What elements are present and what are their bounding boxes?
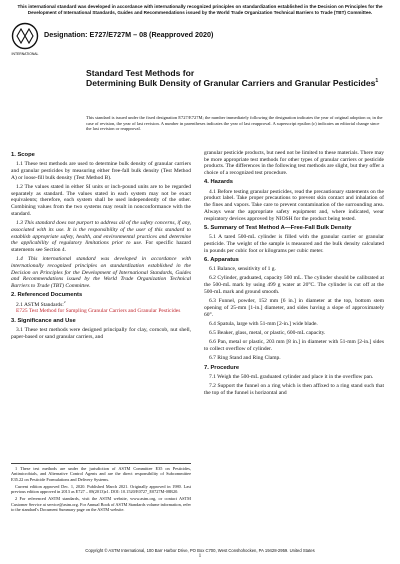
logo-caption: INTERNATIONAL bbox=[11, 52, 39, 56]
title-line-2: Determining Bulk Density of Granular Carriers and Granular Pesticides bbox=[86, 78, 376, 89]
section-heading-summary: 5. Summary of Test Method A—Free-Fall Bulk Density bbox=[204, 224, 352, 231]
para-1-3 bbox=[11, 220, 191, 254]
copyright-footer: Copyright © ASTM International, 100 Barr Harbor Drive, PO Box C700, West Conshohocken, PA 19428-2959. United States bbox=[85, 548, 315, 553]
para-1-4: 1.4 This international standard was developed in accordance with internationally recognized principles on standardization established in the Decision on Principles for the Development of International Standards, Guides and Recommendations issued by the World Trade Organization Technical Barriers to Trade (TBT) Committee. bbox=[11, 256, 191, 290]
wto-notice: This international standard was developed in accordance with internationally recognized principles on standardization established in the Decision on Principles for the Development of International Standards, Guides and Recommendations issued by the World Trade Organization Technical Barriers to Trade (TBT) Committee. bbox=[17, 4, 383, 15]
designation: Designation: E727/E727M – 08 (Reapproved 2020) bbox=[44, 30, 214, 39]
section-heading-referenced-documents: 2. Referenced Documents bbox=[11, 292, 83, 299]
para-1-2: 1.2 The values stated in either SI units or inch-pound units are to be regarded separately as standard. The values stated in each system may not be exact equivalents; therefore, each system shall be used independently of the other. Combining values from the two systems may result in nonconformance with the standard. bbox=[11, 184, 191, 217]
right-column bbox=[204, 150, 384, 399]
para-1-3-italic: 1.3 This standard does not purport to address all of the safety concerns, if any, associated with its use. It is the responsibility of the user of this standard to establish appropriate safety, health, and environmental practices and determine the applicability of regulatory limitations prior to use. bbox=[11, 220, 191, 247]
para-3-1: 3.1 These test methods were designed principally for clay, corncob, nut shell, paper-based or sand granular carriers, and bbox=[11, 326, 191, 340]
standard-issuance-note: This standard is issued under the fixed designation E727/E727M; the number immediately following the designation indicates the year of original adoption or, in the case of revision, the year of last revision. A number in parentheses indicates the year of last reapproval. A superscript epsilon (ε) indicates an editorial change since the last revision or reapproval. bbox=[86, 115, 383, 132]
astm-logo-icon bbox=[10, 22, 40, 58]
footnotes bbox=[11, 463, 191, 514]
footnote-mark-2: 2 bbox=[63, 299, 66, 304]
reference-title-link: Test Method for Sampling Granular Carriers and Granular Pesticides bbox=[28, 308, 181, 315]
page-number: 1 bbox=[198, 554, 202, 559]
para-6-5: 6.5 Beaker, glass, metal, or plastic, 600-mL capacity. bbox=[209, 330, 326, 337]
para-4-1: 4.1 Before testing granular pesticides, read the precautionary statements on the product label. Take proper precautions to prevent skin contact and inhalation of the fines and vapors. Take care to prevent contamination of the surrounding area. Always wear the appropriate safety equipment and, where indicated, wear respiratory devices approved by NIOSH for the product being tested. bbox=[204, 188, 384, 222]
para-6-4: 6.4 Spatula, large with 51-mm [2-in.] wide blade. bbox=[209, 320, 318, 327]
footnote-1-edition: Current edition approved Dec. 1, 2020. Published March 2021. Originally approved in 1980. Last previous edition approved in 2013 as E727 – 08(2013)ε1. DOI: 10.1520/E0727_E0727M-08R20. bbox=[11, 483, 191, 495]
para-3-1-continued: granular pesticide products, but need not be limited to these materials. There may be more appropriate test methods for other types of granular carriers or pesticide products. The differences in the following test methods are slight, but they offer a choice of a recognized test procedure. bbox=[204, 150, 384, 177]
title-line-1: Standard Test Methods for bbox=[86, 68, 195, 78]
footnote-1: 1 These test methods are under the jurisdiction of ASTM Committee E35 on Pesticides, Antimicrobials, and Alternative Control Agents and are the direct responsibility of Subcommittee E35.22 on Pesticide Formulations and Delivery Systems. bbox=[11, 466, 191, 482]
footnote-2: 2 For referenced ASTM standards, visit the ASTM website, www.astm.org, or contact ASTM Customer Service at service@astm.org. For Annual Book of ASTM Standards volume information, refer to the standard's Document Summary page on the ASTM website. bbox=[11, 496, 191, 513]
para-5-1: 5.1 A tared 500-mL cylinder is filled with the granular carrier or granular pesticide. The weight of the sample is measured and the bulk density calculated in pounds per cubic foot or kilograms per cubic meter. bbox=[204, 234, 384, 254]
document-title bbox=[86, 68, 386, 89]
reference-e725[interactable] bbox=[11, 308, 191, 315]
section-heading-apparatus: 6. Apparatus bbox=[204, 256, 239, 263]
para-6-1: 6.1 Balance, sensitivity of 1 g. bbox=[209, 266, 276, 273]
title-footnote-mark: 1 bbox=[375, 78, 379, 85]
para-1-1: 1.1 These test methods are used to determine bulk density of granular carriers and granular pesticides by measuring either free-fall bulk density (Test Method A) or loose-fill bulk density (Test Method B). bbox=[11, 161, 191, 181]
para-6-2: 6.2 Cylinder, graduated, capacity 500 mL. The cylinder should be calibrated at the 500-mL mark by using 499 g water at 20°C. The cylinder is cut off at the 500-mL mark and ground smooth. bbox=[204, 275, 384, 295]
para-7-1: 7.1 Weigh the 500-mL graduated cylinder and place it in the overflow pan. bbox=[209, 374, 374, 380]
section-heading-scope: 1. Scope bbox=[11, 152, 35, 158]
section-heading-significance: 3. Significance and Use bbox=[11, 317, 76, 324]
para-6-6: 6.6 Pan, metal or plastic, 203 mm [8 in.] in diameter with 51-mm [2-in.] sides to collect overflow of cylinder. bbox=[204, 339, 384, 353]
para-7-2: 7.2 Support the funnel on a ring which is then affixed to a ring stand such that the top of the funnel is horizontal and bbox=[204, 383, 384, 396]
para-6-7: 6.7 Ring Stand and Ring Clamp. bbox=[209, 355, 281, 362]
para-6-3: 6.3 Funnel, powder, 152 mm [6 in.] in diameter at the top, bottom stem opening of 25-mm [1-in.] diameter, and sides having a slope of approximately 60°. bbox=[204, 298, 384, 318]
reference-code-link: E725 bbox=[16, 308, 28, 315]
section-heading-hazards: 4. Hazards bbox=[204, 179, 233, 186]
left-column bbox=[11, 150, 191, 343]
section-heading-procedure: 7. Procedure bbox=[204, 364, 240, 371]
astm-standards-label: 2.1 ASTM Standards: bbox=[16, 301, 64, 308]
para-1-3-hazard-ref: For specific hazard statements see Section 4. bbox=[11, 240, 192, 253]
